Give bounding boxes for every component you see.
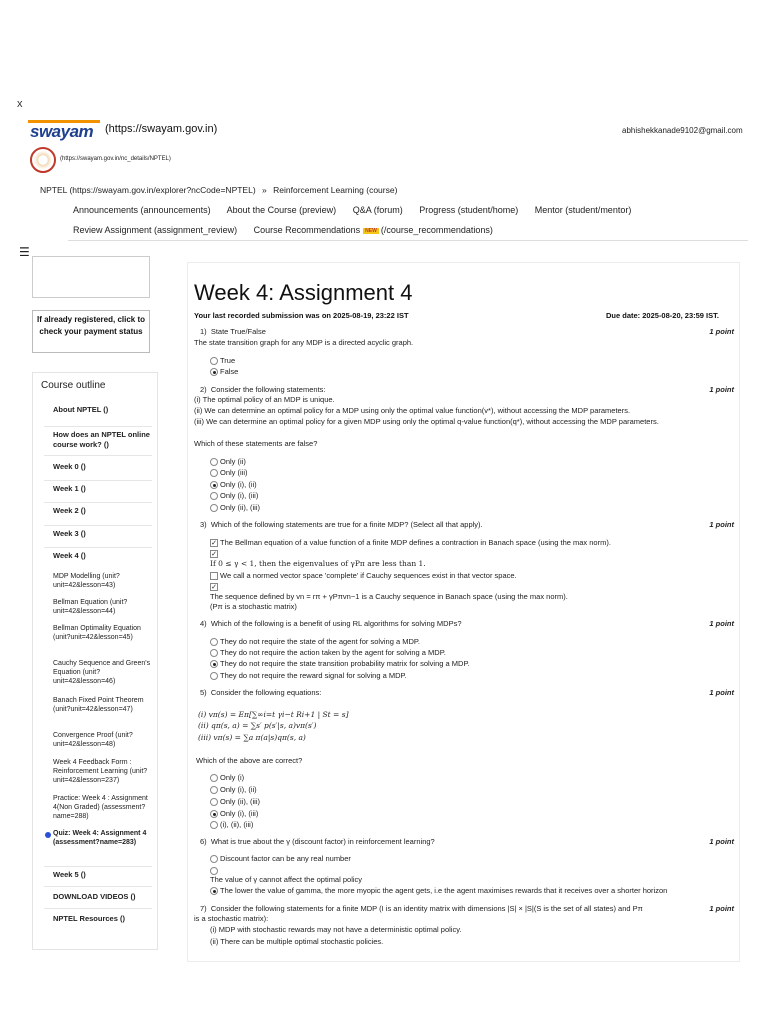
radio-selected-icon[interactable] (210, 887, 218, 895)
nav-mentor[interactable]: Mentor (student/mentor) (534, 205, 632, 215)
radio-icon[interactable] (210, 855, 218, 863)
q2-option-3[interactable] (210, 480, 257, 489)
q2-option-1[interactable] (210, 457, 246, 466)
breadcrumb-separator: » (262, 185, 267, 195)
question-4-text: Which of the following is a benefit of using RL algorithms for solving MDPs? (210, 619, 462, 628)
checkbox-checked-icon[interactable]: ✓ (211, 540, 217, 548)
question-6-text: What is true about the γ (discount factor) in reinforcement learning? (210, 837, 435, 846)
nav-course-recommendations[interactable] (254, 225, 507, 235)
outline-sub-cauchy-sequence[interactable]: Cauchy Sequence and Green's Equation (unit?unit=42&lesson=46) (53, 660, 151, 685)
q7-statement-1: (i) MDP with stochastic rewards may not have a deterministic optimal policy. (210, 925, 462, 934)
outline-item-download-videos[interactable]: DOWNLOAD VIDEOS () (44, 887, 152, 909)
nav-review-assignment[interactable]: Review Assignment (assignment_review) (73, 225, 238, 235)
hamburger-menu-icon[interactable]: ☰ (19, 245, 30, 259)
question-6-number: 6) (200, 837, 207, 846)
question-7-text: Consider the following statements for a finite MDP (I is an identity matrix with dimensions |S| × |S|(S is the set of all states) and Pπ (210, 904, 643, 913)
question-2-number: 2) (200, 385, 207, 394)
q5-option-2[interactable] (210, 785, 257, 794)
nptel-link[interactable]: (https://swayam.gov.in/nc_details/NPTEL) (60, 156, 171, 162)
q2-option-5[interactable] (210, 503, 260, 512)
question-2-text: Consider the following statements: (210, 385, 326, 394)
close-icon[interactable]: x (17, 98, 23, 110)
radio-icon[interactable] (210, 774, 218, 782)
radio-selected-icon[interactable] (210, 810, 218, 818)
question-1-points: 1 point (709, 327, 734, 336)
nav-divider (68, 240, 748, 241)
q1-option-true-label: True (220, 356, 236, 365)
q5-ask: Which of the above are correct? (196, 756, 303, 765)
q2-statement-3: (iii) We can determine an optimal policy for a given MDP using only the optimal q-value function(q*), without accessing the MDP parameters. (194, 417, 659, 426)
q4-option-3-label: They do not require the state transition probability matrix for solving a MDP. (220, 659, 470, 668)
breadcrumb-course[interactable]: Reinforcement Learning (course) (273, 185, 398, 195)
nav-announcements[interactable]: Announcements (announcements) (73, 205, 211, 215)
q3-option-4-label: The sequence defined by vn = rπ + γPπvn−1 is a Cauchy sequence in Banach space (using the max norm). (210, 592, 568, 601)
nav-progress[interactable]: Progress (student/home) (419, 205, 519, 215)
checkbox-icon[interactable] (210, 572, 218, 580)
outline-item-nptel-resources[interactable]: NPTEL Resources () (53, 914, 125, 923)
q3-option-3-label: We call a normed vector space 'complete' if Cauchy sequences exist in that vector space. (220, 571, 517, 580)
question-4-number: 4) (200, 619, 207, 628)
q6-option-2-radio[interactable] (210, 866, 220, 875)
radio-icon[interactable] (210, 492, 218, 500)
radio-icon[interactable] (210, 357, 218, 365)
q2-option-2-label: Only (iii) (220, 468, 248, 477)
outline-sub-mdp-modelling[interactable]: MDP Modelling (unit?unit=42&lesson=43) (53, 573, 120, 589)
q2-statement-1: (i) The optimal policy of an MDP is unique. (194, 395, 335, 404)
q6-option-3[interactable] (210, 886, 667, 895)
page-title: Week 4: Assignment 4 (194, 280, 413, 305)
question-6-points: 1 point (709, 837, 734, 846)
outline-item-week-4[interactable]: Week 4 () (53, 551, 86, 560)
radio-icon[interactable] (210, 469, 218, 477)
q5-option-3-label: Only (ii), (iii) (220, 797, 260, 806)
q4-option-4[interactable] (210, 671, 407, 680)
nav-course-recommendations-url: (/course_recommendations) (380, 225, 493, 235)
sidebar-empty-box (32, 256, 150, 298)
q2-option-4[interactable] (210, 491, 258, 500)
q5-equation-1: (i) vπ(s) = Eπ[∑∞i=t γi−t Ri+1 | St = s] (198, 710, 349, 719)
q5-equation-2: (ii) qπ(s, a) = ∑s′ p(s′|s, a)vπ(s′) (198, 721, 317, 730)
question-1-number: 1) (200, 327, 207, 336)
q1-option-false-label: False (220, 367, 239, 376)
q5-equation-3: (iii) vπ(s) = ∑a π(a|s)qπ(s, a) (198, 733, 306, 742)
q7-statement-2: (ii) There can be multiple optimal stochastic policies. (210, 937, 384, 946)
question-7-number: 7) (200, 904, 207, 913)
q3-option-1[interactable] (210, 538, 611, 547)
question-4-header (194, 619, 734, 628)
question-1-body: The state transition graph for any MDP is a directed acyclic graph. (194, 338, 414, 347)
swayam-logo[interactable]: swayam (30, 122, 94, 141)
q4-option-2[interactable] (210, 648, 446, 657)
q2-option-1-label: Only (ii) (220, 457, 246, 466)
outline-item-week-0[interactable]: Week 0 () (44, 459, 152, 481)
outline-sub-banach-fixed-point[interactable]: Banach Fixed Point Theorem (unit?unit=42&lesson=47) (53, 697, 144, 713)
outline-item-about-nptel[interactable]: About NPTEL () (44, 402, 152, 427)
breadcrumb (40, 185, 397, 195)
outline-item-week-3[interactable]: Week 3 () (44, 526, 152, 548)
outline-item-week-5[interactable]: Week 5 () (44, 866, 152, 887)
q5-option-1[interactable] (210, 773, 244, 782)
question-2-header (194, 385, 734, 394)
question-1-text: State True/False (210, 327, 266, 336)
question-5-header (194, 688, 734, 697)
outline-sub-quiz-assignment-4[interactable]: Quiz: Week 4: Assignment 4 (assessment?name=283) (53, 830, 147, 846)
q5-option-3[interactable] (210, 797, 260, 806)
q3-option-4-note: (Pπ is a stochastic matrix) (210, 602, 297, 611)
outline-item-week-2[interactable]: Week 2 () (44, 503, 152, 526)
checkbox-checked-icon[interactable]: ✓ (211, 584, 217, 592)
q4-option-2-label: They do not require the action taken by the agent for solving a MDP. (220, 648, 446, 657)
q6-option-2-label: The value of γ cannot affect the optimal policy (210, 875, 363, 884)
radio-icon[interactable] (210, 458, 218, 466)
q2-statement-2: (ii) We can determine an optimal policy for a MDP using only the optimal value function(v*), without accessing the MDP parameters. (194, 406, 631, 415)
q4-option-3[interactable] (210, 659, 470, 668)
course-nav-row2 (73, 225, 507, 235)
q4-option-1[interactable] (210, 637, 420, 646)
question-7-header (194, 904, 734, 913)
course-nav-row1 (73, 205, 645, 215)
due-date: Due date: 2025-08-20, 23:59 IST. (606, 311, 719, 320)
q6-option-3-label: The lower the value of gamma, the more myopic the agent gets, i.e the agent maximises rewards that it receives over a shorter horizon (220, 886, 668, 895)
radio-icon[interactable] (210, 786, 218, 794)
swayam-site-link[interactable]: (https://swayam.gov.in) (105, 123, 218, 135)
q6-option-1-label: Discount factor can be any real number (220, 854, 351, 863)
outline-item-week-1[interactable]: Week 1 () (44, 481, 152, 503)
q6-option-1[interactable] (210, 854, 351, 863)
last-submission-note: Your last recorded submission was on 2025-08-19, 23:22 IST (194, 311, 409, 320)
q7-text-continued: is a stochastic matrix): (194, 914, 269, 923)
outline-sub-feedback-form[interactable]: Week 4 Feedback Form : Reinforcement Learning (unit?unit=42&lesson=237) (53, 759, 148, 784)
radio-selected-icon[interactable] (210, 368, 218, 376)
radio-icon[interactable] (210, 798, 218, 806)
nav-course-recommendations-label: Course Recommendations (253, 225, 361, 235)
outline-sub-bellman-optimality[interactable]: Bellman Optimality Equation (unit?unit=42&lesson=45) (53, 625, 141, 641)
question-6-header (194, 837, 734, 846)
q5-option-2-label: Only (i), (ii) (220, 785, 257, 794)
q2-ask: Which of these statements are false? (194, 439, 318, 448)
radio-selected-icon[interactable] (210, 481, 218, 489)
q2-option-5-label: Only (ii), (iii) (220, 503, 260, 512)
outline-sub-practice-assignment[interactable]: Practice: Week 4 : Assignment 4(Non Graded) (assessment?name=288) (53, 795, 148, 820)
question-2-points: 1 point (709, 385, 734, 394)
q2-option-3-label: Only (i), (ii) (220, 480, 257, 489)
q2-option-4-label: Only (i), (iii) (220, 491, 259, 500)
payment-status-button[interactable]: If already registered, click to check your payment status (32, 310, 150, 353)
checkbox-checked-icon[interactable]: ✓ (211, 551, 217, 559)
q3-option-2-label: If 0 ≤ γ < 1, then the eigenvalues of γPπ are less than 1. (210, 559, 426, 568)
q1-option-true[interactable] (210, 356, 235, 365)
q5-option-5-label: (i), (ii), (iii) (220, 820, 254, 829)
question-3-points: 1 point (709, 520, 734, 529)
question-5-number: 5) (200, 688, 207, 697)
q4-option-1-label: They do not require the state of the agent for solving a MDP. (220, 637, 420, 646)
nptel-logo-icon[interactable] (30, 147, 56, 173)
radio-icon[interactable] (210, 672, 218, 680)
q5-option-5[interactable] (210, 820, 253, 829)
q1-option-false[interactable] (210, 367, 238, 376)
q5-option-4-label: Only (i), (iii) (220, 809, 259, 818)
q2-option-2[interactable] (210, 468, 248, 477)
q3-option-3[interactable] (210, 571, 517, 580)
outline-sub-bellman-equation[interactable]: Bellman Equation (unit?unit=42&lesson=44) (53, 599, 128, 615)
nav-about-course[interactable]: About the Course (preview) (226, 205, 337, 215)
active-item-dot-icon (45, 832, 51, 838)
radio-icon[interactable] (210, 867, 218, 875)
q5-option-1-label: Only (i) (220, 773, 245, 782)
course-outline-title: Course outline (41, 380, 106, 391)
q5-option-4[interactable] (210, 809, 258, 818)
q3-option-2-checkbox[interactable] (210, 549, 220, 558)
question-5-points: 1 point (709, 688, 734, 697)
radio-selected-icon[interactable] (210, 660, 218, 668)
q3-option-4-checkbox[interactable] (210, 582, 220, 591)
radio-icon[interactable] (210, 821, 218, 829)
question-3-header (194, 520, 734, 529)
q3-option-1-label: The Bellman equation of a value function of a finite MDP defines a contraction in Banach space (using the max norm). (220, 538, 611, 547)
question-3-number: 3) (200, 520, 207, 529)
breadcrumb-nptel[interactable]: NPTEL (https://swayam.gov.in/explorer?ncCode=NPTEL) (40, 185, 256, 195)
question-5-text: Consider the following equations: (210, 688, 322, 697)
radio-icon[interactable] (210, 504, 218, 512)
question-4-points: 1 point (709, 619, 734, 628)
question-7-points: 1 point (709, 904, 734, 913)
nav-qa-forum[interactable]: Q&A (forum) (352, 205, 403, 215)
q4-option-4-label: They do not require the reward signal for solving a MDP. (220, 671, 407, 680)
question-3-text: Which of the following statements are true for a finite MDP? (Select all that apply). (210, 520, 483, 529)
new-badge: NEW (365, 227, 377, 234)
radio-icon[interactable] (210, 638, 218, 646)
radio-icon[interactable] (210, 649, 218, 657)
outline-item-how-it-works[interactable]: How does an NPTEL online course work? () (44, 427, 152, 456)
question-1-header (194, 327, 734, 336)
outline-sub-convergence-proof[interactable]: Convergence Proof (unit?unit=42&lesson=48) (53, 732, 133, 748)
user-email[interactable]: abhishekkanade9102@gmail.com (622, 126, 743, 135)
